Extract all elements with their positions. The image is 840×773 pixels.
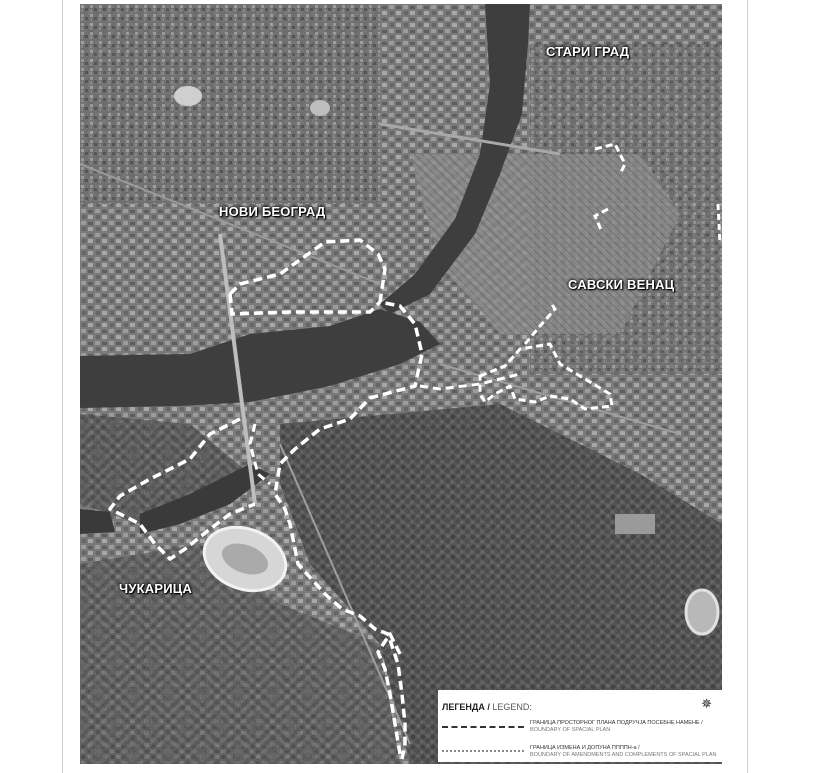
arena bbox=[174, 86, 202, 106]
legend-item-plan-boundary bbox=[530, 720, 703, 734]
district-label-stari-grad: СТАРИ ГРАД bbox=[546, 44, 630, 59]
legend-symbol-amendments-boundary bbox=[442, 750, 524, 752]
stadium bbox=[686, 590, 718, 634]
legend-title-en: LEGEND: bbox=[489, 702, 532, 712]
legend-item-plan-boundary-en: BOUNDARY OF SPACIAL PLAN bbox=[530, 727, 611, 733]
legend-title-sr: ЛЕГЕНДА / bbox=[442, 702, 490, 712]
legend-item-amendments-sr: ГРАНИЦА ИЗМЕНА И ДОПУНА ППППН-а / bbox=[530, 745, 640, 751]
map-legend bbox=[438, 690, 722, 762]
sports-ground bbox=[615, 514, 655, 534]
legend-item-amendments-boundary bbox=[530, 745, 717, 759]
district-label-cukarica: ЧУКАРИЦА bbox=[119, 581, 193, 596]
round-building bbox=[310, 100, 330, 116]
district-label-novi-beograd: НОВИ БЕОГРАД bbox=[219, 204, 326, 219]
legend-item-plan-boundary-sr: ГРАНИЦА ПРОСТОРНОГ ПЛАНА ПОДРУЧЈА ПОСЕБНЕ НАМЕНЕ / bbox=[530, 720, 703, 726]
novi-beograd-area bbox=[80, 4, 380, 204]
district-label-savski-venac: САВСКИ ВЕНАЦ bbox=[568, 277, 675, 292]
legend-symbol-plan-boundary bbox=[442, 726, 524, 728]
aerial-map bbox=[80, 4, 722, 764]
legend-title bbox=[442, 702, 532, 712]
north-arrow-icon: ✵ bbox=[701, 696, 712, 711]
lake-west bbox=[80, 509, 115, 534]
legend-item-amendments-en: BOUNDARY OF AMENDMENTS AND COMPLEMENTS OF SPACIAL PLAN bbox=[530, 752, 717, 758]
